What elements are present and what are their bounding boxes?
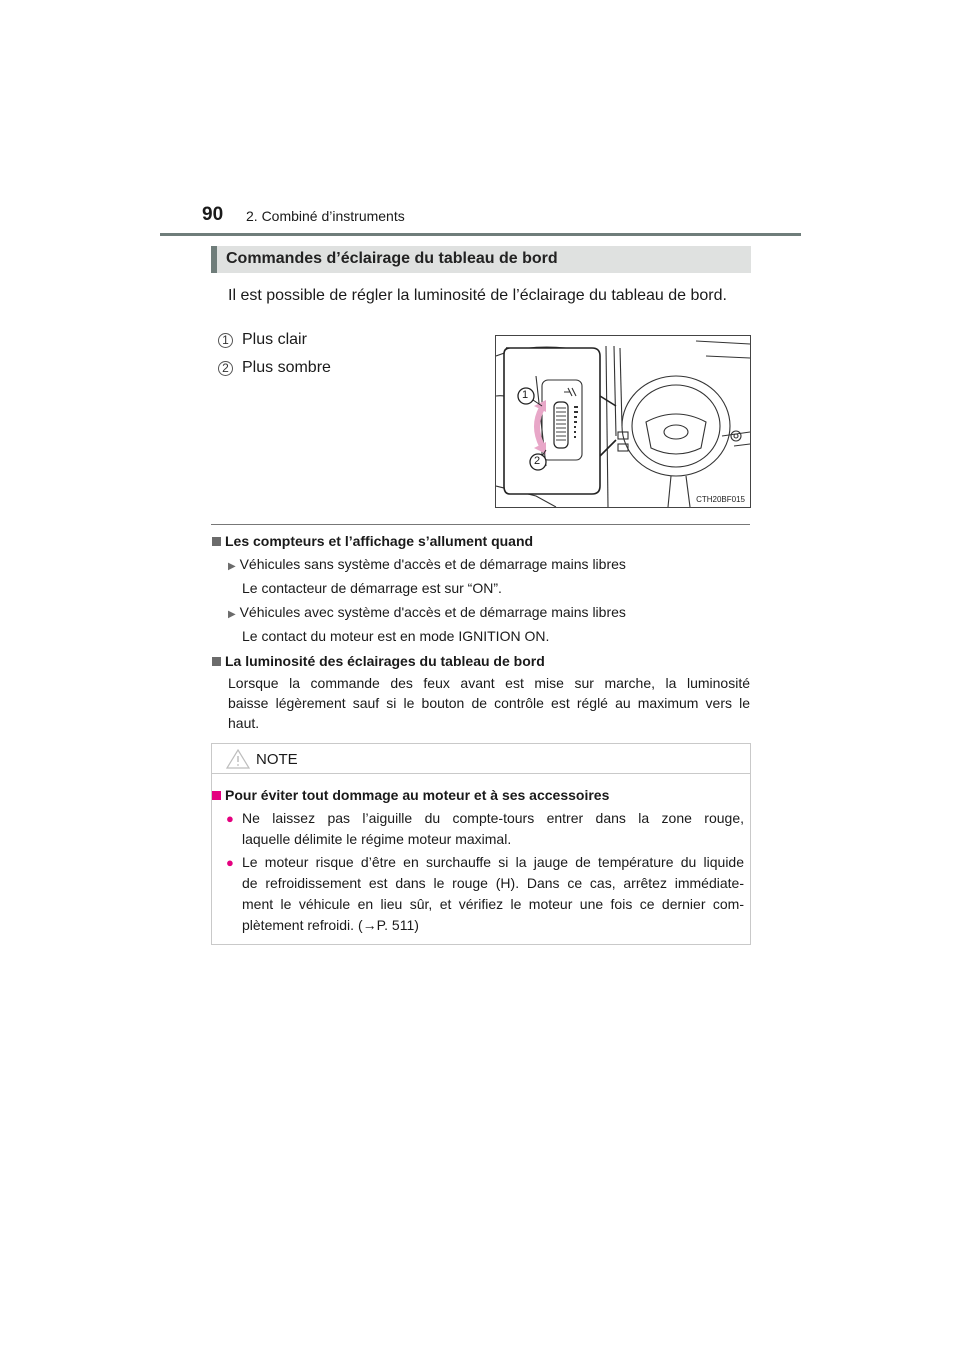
chapter-title: 2. Combiné d’instruments [246, 208, 405, 224]
topic-2-line-3: haut. [228, 715, 260, 731]
section-accent-bar [211, 246, 217, 273]
item-label-darker: Plus sombre [242, 359, 331, 376]
note-heading: Pour éviter tout dommage au moteur et à ses accessoires [212, 785, 609, 806]
section-title: Commandes d’éclairage du tableau de bord [226, 250, 558, 267]
section-divider [211, 524, 750, 525]
dashboard-illustration [495, 335, 751, 508]
condition-text-1: Le contacteur de démarrage est sur “ON”. [242, 580, 502, 596]
note-bullet-2-line-3: ment le véhicule en lieu sûr, et vérifiez le moteur une fois ce dernier com- [242, 896, 744, 912]
callout-2: 2 [534, 455, 541, 467]
square-bullet-icon [212, 657, 221, 666]
note-bullet-dot-1: ● [226, 811, 234, 826]
note-bullet-dot-2: ● [226, 855, 234, 870]
topic-heading-2: La luminosité des éclairages du tableau de bord [212, 651, 545, 671]
dashboard-drawing [496, 336, 750, 507]
triangle-bullet-icon: ▶ [228, 561, 236, 572]
item-number-1: 1 [218, 333, 233, 348]
note-bullet-2-line-4: plètement refroidi. (→P. 511) [242, 917, 419, 933]
callout-1: 1 [522, 389, 529, 401]
note-title: NOTE [256, 751, 298, 768]
header-divider [160, 233, 801, 236]
page-number: 90 [202, 204, 224, 225]
note-box [211, 743, 751, 945]
topic-heading-1: Les compteurs et l’affichage s’allument quand [212, 531, 533, 551]
condition-label-1: ▶ Véhicules sans système d'accès et de démarrage mains libres [228, 556, 626, 572]
note-divider [212, 773, 750, 774]
note-bullet-2-line-2: de refroidissement est dans le rouge (H). Dans ce cas, arrêtez immédiate- [242, 875, 744, 891]
condition-label-2: ▶ Véhicules avec système d'accès et de démarrage mains libres [228, 604, 626, 620]
note-bullet-1-line-1: Ne laissez pas l’aiguille du compte-tours entrer dans la zone rouge, [242, 810, 744, 826]
square-bullet-icon [212, 791, 221, 800]
item-label-brighter: Plus clair [242, 331, 307, 348]
item-number-2: 2 [218, 361, 233, 376]
warning-triangle-icon [226, 749, 250, 769]
topic-2-line-2: baisse légèrement sauf si le bouton de contrôle est réglé au maximum vers le [228, 695, 750, 711]
topic-2-line-1: Lorsque la commande des feux avant est mise sur marche, la luminosité [228, 675, 750, 691]
condition-text-2: Le contact du moteur est en mode IGNITION ON. [242, 628, 550, 644]
section-banner [211, 246, 751, 273]
square-bullet-icon [212, 537, 221, 546]
note-bullet-2-line-1: Le moteur risque d’être en surchauffe si la jauge de température du liquide [242, 854, 744, 870]
note-bullet-1-line-2: laquelle délimite le régime moteur maximal. [242, 831, 512, 847]
figure-code: CTH20BF015 [696, 495, 745, 504]
triangle-bullet-icon: ▶ [228, 609, 236, 620]
intro-paragraph: Il est possible de régler la luminosité de l’éclairage du tableau de bord. [228, 287, 727, 304]
